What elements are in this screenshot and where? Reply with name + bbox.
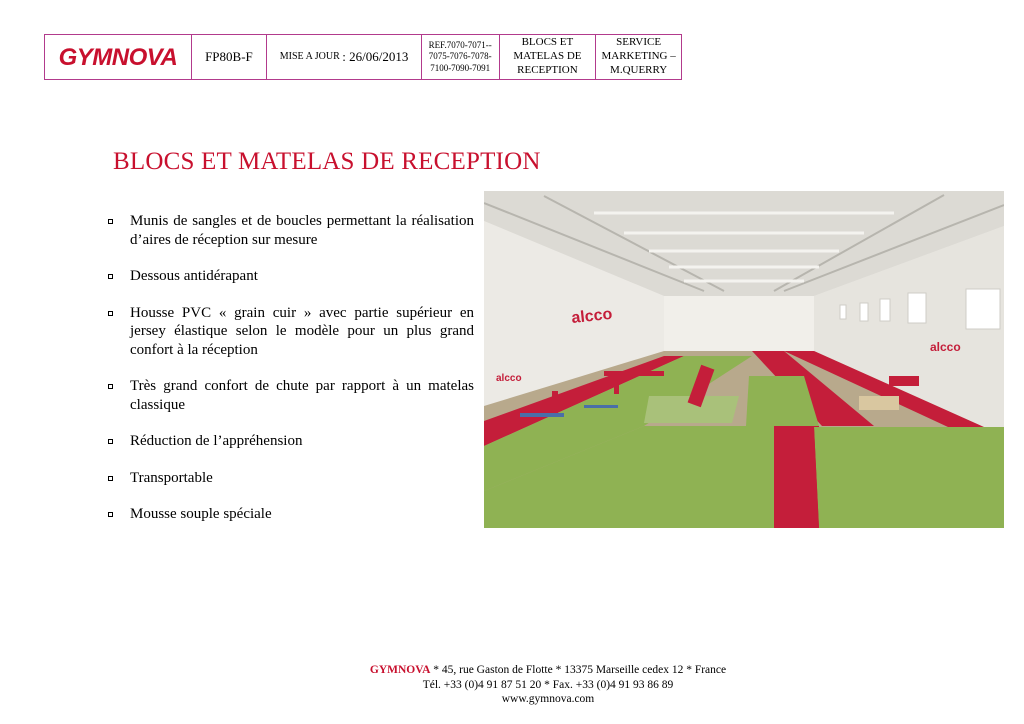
update-value: : 26/06/2013 (342, 48, 409, 64)
square-bullet-icon (108, 439, 113, 444)
wall-logo-left: alcco (570, 305, 614, 327)
page-footer (300, 663, 796, 707)
gymnova-logo-mark (52, 44, 184, 70)
list-item: Transportable (108, 469, 474, 488)
list-item: Mousse souple spéciale (108, 505, 474, 524)
update-date (267, 35, 422, 79)
list-item: Réduction de l’appréhension (108, 432, 474, 451)
footer-brand: GYMNOVA (369, 664, 431, 676)
gymnasium-photo (484, 191, 1004, 528)
footer-website: www.gymnova.com (501, 693, 595, 705)
footer-address-line (300, 663, 796, 678)
ref-line: 7100-7090-7091 (430, 62, 491, 73)
service-line: M.QUERRY (610, 63, 668, 76)
footer-phone: Tél. +33 (0)4 91 87 51 20 * Fax. +33 (0)4 91 93 86 89 (422, 678, 674, 691)
ref-line: 7075-7076-7078- (428, 51, 492, 62)
ref-line: REF.7070-7071-- (428, 40, 492, 51)
doc-title-line: BLOCS ET (521, 36, 574, 49)
doc-title-line: RECEPTION (517, 63, 578, 76)
service-info (596, 35, 681, 79)
reference-numbers (422, 35, 500, 79)
service-line: MARKETING – (601, 50, 676, 63)
square-bullet-icon (108, 512, 113, 517)
list-item: Dessous antidérapant (108, 267, 474, 286)
square-bullet-icon (108, 311, 113, 316)
wall-logo-right: alcco (930, 340, 961, 354)
document-header (44, 34, 682, 80)
square-bullet-icon (108, 219, 113, 224)
list-item: Housse PVC « grain cuir » avec partie supérieur en jersey élastique selon le modèle pour un plus grand confort à la réception (108, 304, 474, 360)
list-item: Munis de sangles et de boucles permettant la réalisation d’aires de réception sur mesure (108, 212, 474, 249)
square-bullet-icon (108, 384, 113, 389)
doc-title-line: MATELAS DE (513, 50, 582, 63)
list-item: Très grand confort de chute par rapport à un matelas classique (108, 377, 474, 414)
gymnova-logo (45, 35, 192, 79)
feature-list (108, 212, 474, 542)
document-code: FP80B-F (192, 35, 268, 79)
square-bullet-icon (108, 476, 113, 481)
service-line: SERVICE (616, 36, 662, 49)
footer-address: * 45, rue Gaston de Flotte * 13375 Marseille cedex 12 * France (430, 664, 727, 676)
square-bullet-icon (108, 274, 113, 279)
gymnasium-illustration (484, 191, 1004, 528)
header-doc-title (500, 35, 597, 79)
wall-logo-left-small: alcco (496, 373, 522, 384)
page-title: BLOCS ET MATELAS DE RECEPTION (113, 148, 541, 175)
logo-lettering: GYMNOVA (58, 44, 178, 70)
update-label: MISE A JOUR (279, 50, 340, 62)
